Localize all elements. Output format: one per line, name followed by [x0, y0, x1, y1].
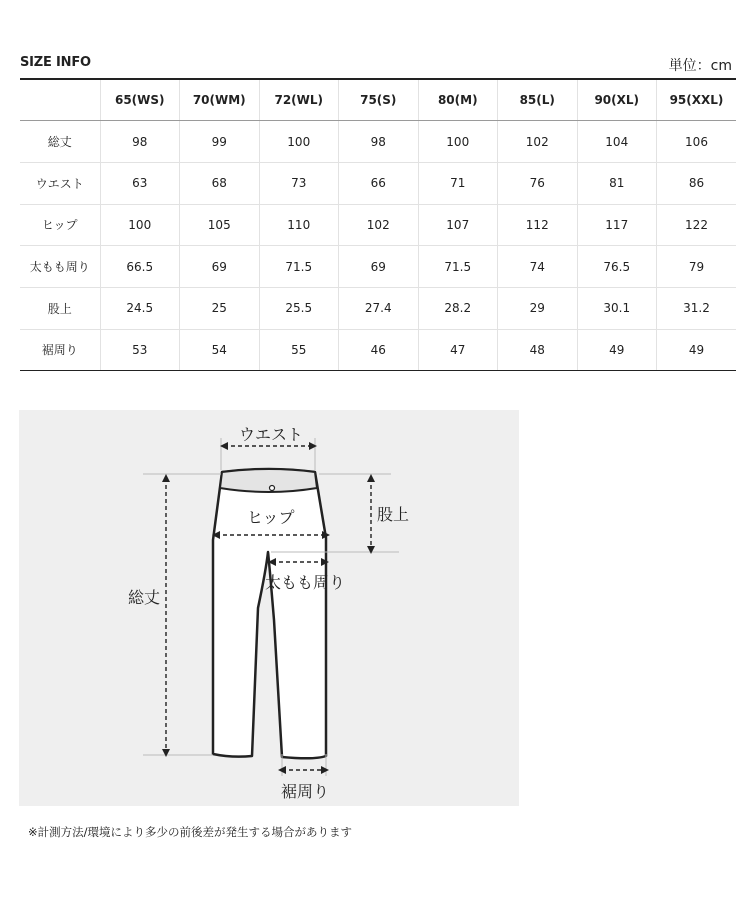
hem-label: 裾周り [281, 782, 330, 801]
row-label: 股上 [20, 287, 100, 329]
table-cell: 76.5 [577, 246, 657, 288]
table-cell: 76 [498, 162, 578, 204]
table-cell: 66 [339, 162, 419, 204]
table-cell: 49 [577, 329, 657, 371]
header-cell-size: 95(XXL) [657, 79, 737, 121]
table-cell: 112 [498, 204, 578, 246]
table-cell: 122 [657, 204, 737, 246]
table-cell: 29 [498, 287, 578, 329]
table-cell: 102 [498, 121, 578, 163]
table-cell: 63 [100, 162, 180, 204]
table-cell: 48 [498, 329, 578, 371]
size-table-body [20, 121, 736, 371]
header-cell-size: 75(S) [339, 79, 419, 121]
row-label: 裾周り [20, 329, 100, 371]
table-cell: 54 [180, 329, 260, 371]
table-cell: 98 [100, 121, 180, 163]
table-cell: 100 [100, 204, 180, 246]
unit-label: 単位：cm [668, 58, 732, 74]
header-cell-size: 80(M) [418, 79, 498, 121]
table-cell: 74 [498, 246, 578, 288]
thigh-label: 太もも周り [265, 573, 346, 592]
header-row [20, 79, 736, 121]
table-cell: 47 [418, 329, 498, 371]
table-cell: 99 [180, 121, 260, 163]
measurement-note: ※計測方法/環境により多少の前後差が発生する場合があります [28, 825, 353, 839]
table-cell: 79 [657, 246, 737, 288]
table-cell: 46 [339, 329, 419, 371]
table-cell: 107 [418, 204, 498, 246]
table-cell: 100 [418, 121, 498, 163]
table-cell: 117 [577, 204, 657, 246]
header-cell-empty [20, 79, 100, 121]
header-cell-size: 72(WL) [259, 79, 339, 121]
table-cell: 27.4 [339, 287, 419, 329]
table-cell: 69 [180, 246, 260, 288]
button-icon [270, 486, 275, 491]
table-cell: 71 [418, 162, 498, 204]
table-cell: 73 [259, 162, 339, 204]
table-row [20, 287, 736, 329]
table-cell: 25 [180, 287, 260, 329]
pants-illustration [19, 410, 519, 806]
table-cell: 71.5 [259, 246, 339, 288]
waist-label: ウエスト [239, 425, 304, 444]
table-cell: 86 [657, 162, 737, 204]
table-cell: 30.1 [577, 287, 657, 329]
table-cell: 98 [339, 121, 419, 163]
table-cell: 66.5 [100, 246, 180, 288]
table-cell: 102 [339, 204, 419, 246]
table-cell: 71.5 [418, 246, 498, 288]
table-row [20, 121, 736, 163]
table-cell: 68 [180, 162, 260, 204]
table-cell: 25.5 [259, 287, 339, 329]
header-cell-size: 70(WM) [180, 79, 260, 121]
total-length-label: 総丈 [128, 588, 161, 607]
table-cell: 55 [259, 329, 339, 371]
header-cell-size: 90(XL) [577, 79, 657, 121]
waistband [220, 469, 317, 492]
table-cell: 100 [259, 121, 339, 163]
table-cell: 110 [259, 204, 339, 246]
table-cell: 104 [577, 121, 657, 163]
measurement-diagram [19, 410, 519, 806]
table-cell: 53 [100, 329, 180, 371]
table-cell: 31.2 [657, 287, 737, 329]
table-row [20, 329, 736, 371]
rise-label: 股上 [377, 505, 410, 524]
table-cell: 69 [339, 246, 419, 288]
size-table [20, 78, 736, 371]
table-cell: 49 [657, 329, 737, 371]
row-label: ヒップ [20, 204, 100, 246]
table-cell: 28.2 [418, 287, 498, 329]
header-cell-size: 65(WS) [100, 79, 180, 121]
row-label: ウエスト [20, 162, 100, 204]
row-label: 総丈 [20, 121, 100, 163]
table-row [20, 162, 736, 204]
header-cell-size: 85(L) [498, 79, 578, 121]
table-cell: 106 [657, 121, 737, 163]
size-table-header [20, 79, 736, 121]
table-row [20, 204, 736, 246]
table-row [20, 246, 736, 288]
table-cell: 105 [180, 204, 260, 246]
hip-label: ヒップ [247, 508, 295, 527]
table-cell: 24.5 [100, 287, 180, 329]
row-label: 太もも周り [20, 246, 100, 288]
size-info-title: SIZE INFO [20, 55, 91, 70]
table-cell: 81 [577, 162, 657, 204]
